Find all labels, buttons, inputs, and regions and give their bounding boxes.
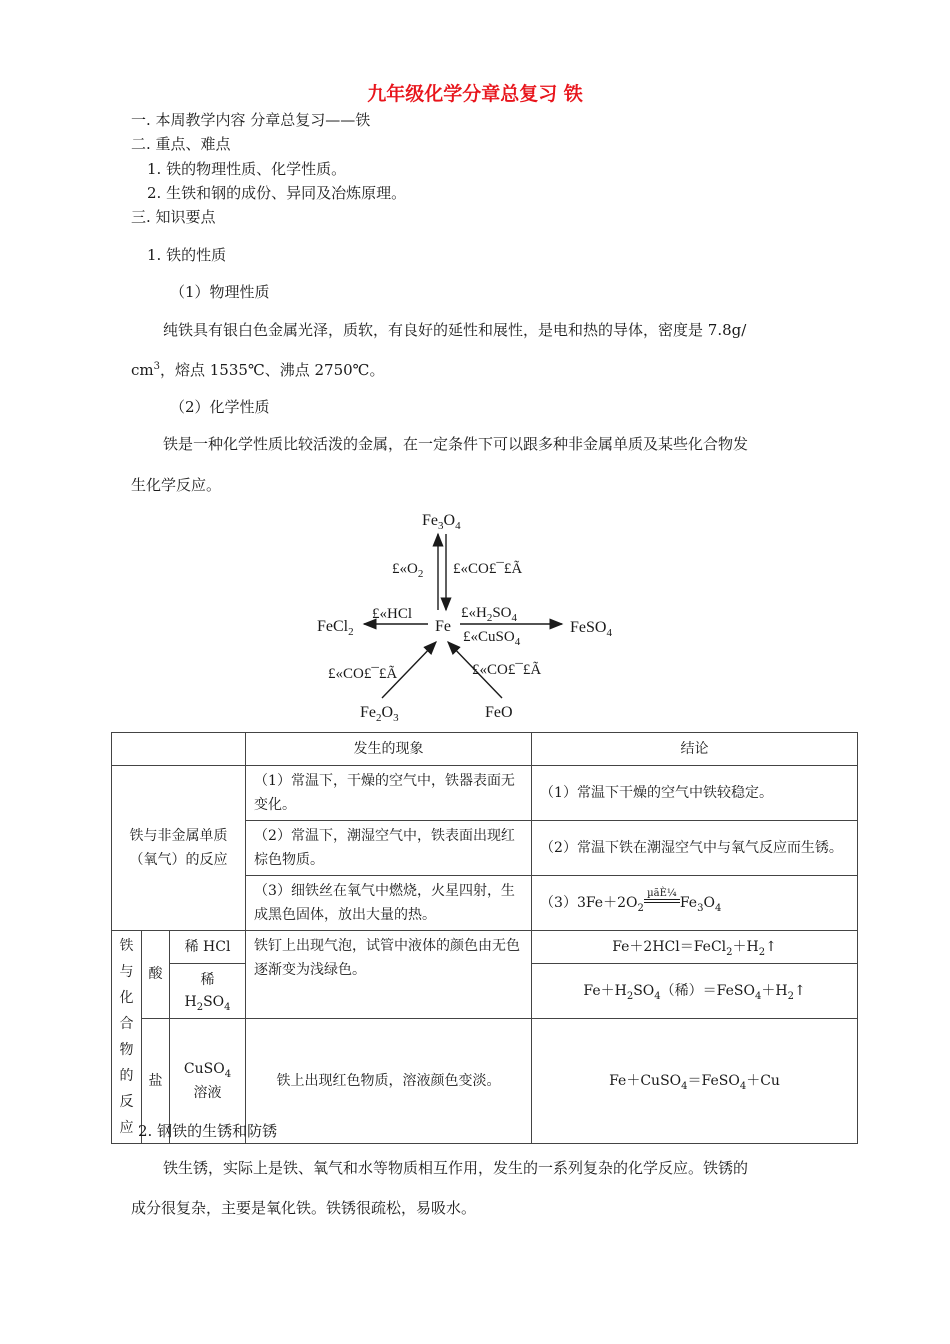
- conclusion-cell: （2）常温下铁在潮湿空气中与氧气反应而生锈。: [532, 821, 858, 876]
- page-title: 九年级化学分章总复习 铁: [367, 83, 583, 105]
- condition-label: µãÈ¼: [647, 888, 677, 899]
- o2-condition: $£«O_2$: [392, 561, 424, 580]
- physical-properties-line2: $cm^3$，熔点 1535℃、沸点 2750℃。: [131, 361, 385, 379]
- salt-label: 盐: [142, 1018, 170, 1143]
- cuso4-condition: £«CuSO$_4$: [463, 629, 521, 648]
- key-point-2: 2. 生铁和钢的成份、异同及冶炼原理。: [147, 184, 407, 202]
- chemical-properties-line2: 生化学反应。: [131, 476, 222, 494]
- compound-reaction-group: 铁 与 化 合 物 的 反 应: [112, 931, 142, 1144]
- co-right-condition: £«CO£¯£Ã: [472, 662, 542, 678]
- rusting-heading: 2. 钢铁的生锈和防锈: [138, 1122, 278, 1140]
- table-row: [112, 766, 858, 821]
- fe-label: Fe: [435, 618, 451, 635]
- header-phenomenon: 发生的现象: [246, 733, 532, 766]
- phenomenon-cell: （3）细铁丝在氧气中燃烧，火星四射，生成黑色固体，放出大量的热。: [246, 876, 532, 931]
- dilute-hcl-cell: 稀 HCl: [170, 931, 246, 964]
- header-conclusion: 结论: [532, 733, 858, 766]
- section-1-heading: 一. 本周教学内容 分章总复习——铁: [131, 111, 371, 129]
- iron-properties-heading: 1. 铁的性质: [147, 246, 227, 264]
- hcl-condition: £«HCl: [372, 606, 413, 622]
- co-up-condition: £«CO£¯£Ã: [453, 561, 523, 577]
- chemical-properties-line1: 铁是一种化学性质比较活泼的金属，在一定条件下可以跟多种非金属单质及某些化合物发: [163, 435, 749, 453]
- table-header-row: [112, 733, 858, 766]
- section-2-heading: 二. 重点、难点: [131, 135, 231, 153]
- rusting-line2: 成分很复杂，主要是氧化铁。铁锈很疏松，易吸水。: [131, 1199, 477, 1217]
- physical-properties-line1: 纯铁具有银白色金属光泽，质软，有良好的延性和展性，是电和热的导体，密度是 7.8g/: [163, 321, 747, 339]
- fe3o4-label: $Fe_3O_4$: [422, 512, 461, 532]
- phenomenon-cell: （1）常温下，干燥的空气中，铁器表面无变化。: [246, 766, 532, 821]
- table-row: [112, 931, 858, 964]
- reaction-table: [111, 732, 858, 1144]
- key-point-1: 1. 铁的物理性质、化学性质。: [147, 160, 347, 178]
- h2so4-equation-cell: $Fe+H_2SO_4$（稀）$=FeSO_4+H_2↑$: [532, 964, 858, 1019]
- hcl-equation-cell: $Fe+2HCl=FeCl_2+H_2↑$: [532, 931, 858, 964]
- co-left-condition: £«CO£¯£Ã: [328, 666, 398, 682]
- rusting-line1: 铁生锈，实际上是铁、氧气和水等物质相互作用，发生的一系列复杂的化学反应。铁锈的: [163, 1159, 749, 1177]
- cuso4-equation-cell: Fe＋CuSO$_4$＝FeSO$_4$＋Cu: [532, 1018, 858, 1143]
- acid-phenomenon-cell: 铁钉上出现气泡，试管中液体的颜色由无色逐渐变为浅绿色。: [246, 931, 532, 1019]
- fe2o3-label: $Fe_2O_3$: [360, 704, 399, 724]
- acid-label: 酸: [142, 931, 170, 1019]
- nonmetal-reaction-group: 铁与非金属单质（氧气）的反应: [112, 766, 246, 931]
- conclusion-cell: （1）常温下干燥的空气中铁较稳定。: [532, 766, 858, 821]
- h2so4-condition: $£«H_2SO_4$: [461, 605, 518, 624]
- conclusion-cell: $(3)3Fe+2O_2$ µãÈ¼ $Fe_3O_4$: [532, 876, 858, 931]
- fecl2-label: FeCl$_2$: [317, 618, 354, 638]
- feo-label: FeO: [485, 704, 513, 721]
- salt-phenomenon-cell: 铁上出现红色物质，溶液颜色变淡。: [246, 1018, 532, 1143]
- iron-reaction-diagram: [300, 500, 640, 730]
- dilute-h2so4-cell: 稀 $H_2SO_4$: [170, 964, 246, 1019]
- physical-properties-heading: （1）物理性质: [170, 283, 270, 301]
- phenomenon-cell: （2）常温下，潮湿空气中，铁表面出现红棕色物质。: [246, 821, 532, 876]
- table-corner-cell: [112, 733, 246, 766]
- section-3-heading: 三. 知识要点: [131, 208, 216, 226]
- chemical-properties-heading: （2）化学性质: [170, 398, 270, 416]
- feso4-label: FeSO$_4$: [570, 619, 612, 639]
- cuso4-solution-cell: CuSO$_4$ 溶液: [170, 1018, 246, 1143]
